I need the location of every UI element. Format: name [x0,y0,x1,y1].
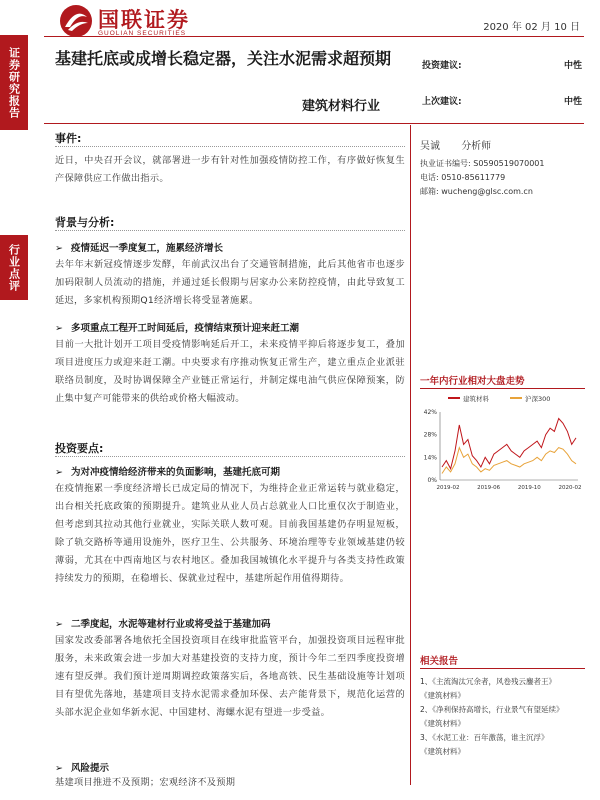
background-paragraph-2: 目前一大批计划开工项目受疫情影响延后开工，未来疫情平抑后将逐步复工，叠加项目进度压力或迎来赶工潮。中央要求有序推动恢复正常生产，建立重点企业派驻联络员制度，及时协调保障全产业链正常运行，并制定煤电油气供应保障预案，防止集中复产可能带来的供给或价格大幅波动。 [55,339,405,404]
analyst-license: 执业证书编号: S0590519070001 [420,159,545,168]
bullet-arrow-icon: ➢ [55,619,63,630]
bullet-arrow-icon: ➢ [55,323,63,334]
rating-row-previous [422,94,582,130]
background-heading: 背景与分析: [55,216,115,229]
legend-label: 建筑材料 [463,395,489,403]
event-text: 近日，中央召开会议，就部署进一步有针对性加强疫情防控工作，有序做好恢复生产保障供应工作做出指示。 [55,155,405,184]
background-rule [55,230,405,231]
background-bullet-1: ➢ 疫情延迟一季度复工，施累经济增长 [55,243,223,254]
chart-rule [420,388,585,389]
investment-rule [55,456,405,457]
related-report-category: 《建筑材料》 [420,719,465,728]
relative-performance-chart [418,392,586,497]
series-line [442,448,576,474]
event-rule [55,146,405,147]
rating-label: 上次建议: [422,97,462,107]
y-tick-label: 14% [423,454,437,462]
related-report-item[interactable]: 2、《净利保持高增长，行业景气有望延续》 [420,705,564,714]
related-report-category: 《建筑材料》 [420,691,465,700]
related-reports-rule [420,668,585,669]
related-report-category: 《建筑材料》 [420,747,465,756]
background-paragraph-1: 去年年末新冠疫情逐步发酵，年前武汉出台了交通管制措施，此后其他省市也逐步加码限制人员流动的措施，并通过延长假期与居家办公来防控疫情，由此导致复工延迟，多家机构预期Q1经济增长将受显著施累。 [55,259,405,306]
investment-bullet-1: ➢ 为对冲疫情给经济带来的负面影响，基建托底可期 [55,467,280,478]
x-tick-label: 2019-10 [517,485,541,491]
analyst-role: 分析师 [461,141,492,152]
x-tick-label: 2020-02 [558,485,582,491]
x-tick-label: 2019-06 [477,485,501,491]
rating-row-current [422,58,582,94]
analyst-name-row [420,137,585,152]
title-rule [44,123,584,124]
sidebar [0,0,28,800]
brand-logo [58,3,218,39]
related-report-item[interactable]: 1、《主流淘汰冗余者，风卷残云鏖者王》 [420,677,557,686]
brand-name-cn: 国联证券 [98,7,190,32]
report-subtitle: 建筑材料行业 [302,99,381,114]
report-date: 2020 年 02 月 10 日 [483,22,580,33]
bullet-arrow-icon: ➢ [55,467,63,478]
rating-label: 投资建议: [422,61,462,71]
y-tick-label: 0% [427,477,437,484]
rating-value: 中性 [563,61,582,71]
series-line [442,419,576,469]
investment-bullet-2: ➢ 二季度起，水泥等建材行业或将受益于基建加码 [55,619,271,630]
ratings [422,58,582,130]
rating-value: 中性 [563,97,582,107]
report-title: 基建托底或成增长稳定器，关注水泥需求超预期 [55,49,392,68]
sidebar-label-category: 行业点评 [0,235,28,300]
analyst-card [420,137,585,200]
investment-paragraph-2: 国家发改委部署各地依托全国投资项目在线审批监管平台，加强投资项目远程审批服务，未来政策会进一步加大对基建投资的支持力度，预计今年二至四季度投资增速有望反弹。我们预计逆周期调控政策落实后，各地高铁、民生基础设施等计划项目有望优先落地，基建项目支持水泥需求叠加环保、去产能背景下，规范化运营的头部水泥企业如华新水泥、中国建材、海螺水泥有望进一步受益。 [55,635,405,718]
risk-text: 基建项目推进不及预期；宏观经济不及预期 [55,777,236,788]
analyst-email: 邮箱: wucheng@glsc.com.cn [420,187,533,196]
bullet-arrow-icon: ➢ [55,763,63,774]
investment-heading: 投资要点: [55,442,104,455]
related-report-item[interactable]: 3、《水泥工业：百年激荡，谁主沉浮》 [420,733,549,742]
y-tick-label: 42% [423,409,437,416]
legend-label: 沪深300 [525,395,551,403]
y-tick-label: 28% [423,431,437,439]
related-reports-list [420,675,588,759]
analyst-phone: 电话: 0510-85611779 [420,173,506,182]
risk-heading: ➢ 风险提示 [55,763,109,774]
analyst-name: 吴诚 [420,141,440,152]
chart-title: 一年内行业相对大盘走势 [420,376,525,387]
header-rule [44,36,584,37]
brand-mark-icon [58,3,94,39]
investment-paragraph-1: 在疫情拖累一季度经济增长已成定局的情况下，为维持企业正常运转与就业稳定，出台相关托底政策的预期提升。建筑业从业人员占总就业人口比重仅次于制造业，但考虑到其拉动其他行业就业，实际关联人数可观。目前我国基建仍存明显短板，除了轨交路桥等通用设施外，医疗卫生、公共服务、环境治理等专业领域基建仍较薄弱，尤其在中西南地区与农村地区。叠加我国城镇化水平提升与各类支持性政策持续发力的预期，在稳增长、保就业过程中，基建所起作用值得期待。 [55,483,405,584]
related-reports-title: 相关报告 [420,656,459,667]
background-bullet-2: ➢ 多项重点工程开工时间延后，疫情结束预计迎来赶工潮 [55,323,299,334]
column-divider [410,125,411,785]
event-heading: 事件: [55,132,82,145]
bullet-arrow-icon: ➢ [55,243,63,254]
brand-name-en: GUOLIAN SECURITIES [98,30,187,37]
x-tick-label: 2019-02 [436,485,460,491]
sidebar-label-report: 证券研究报告 [0,35,28,130]
